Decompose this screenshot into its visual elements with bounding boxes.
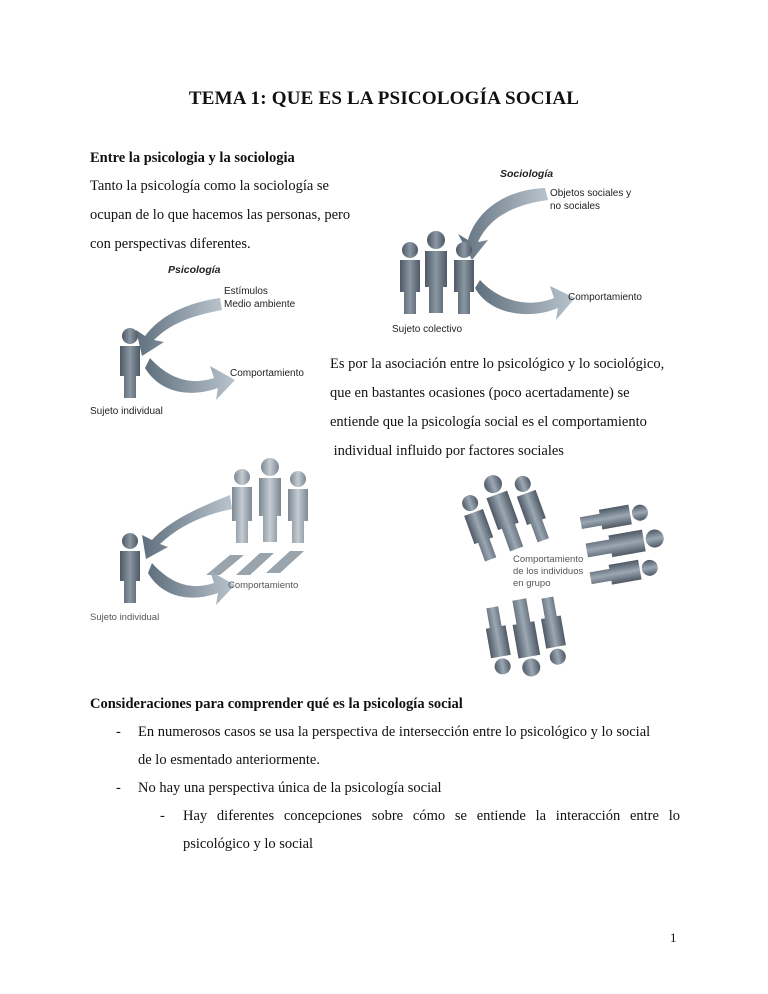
group-cluster-right-icon: [579, 500, 670, 589]
individual-figure-icon: [120, 328, 140, 398]
section-heading-consideraciones: Consideraciones para comprender qué es la psicología social: [90, 696, 463, 712]
bullet-2-line-1: No hay una perspectiva única de la psicología social: [138, 780, 442, 796]
sociologia-diagram: [380, 160, 700, 340]
psicologia-behavior-label: Comportamiento: [230, 368, 304, 379]
group-cluster-bottom-icon: [482, 593, 570, 683]
psicologia-diagram: [90, 258, 330, 423]
bullet-1-line-1: En numerosos casos se usa la perspectiva de intersección entre lo psicológico y lo social: [138, 724, 651, 740]
influencia-behavior-label: Comportamiento: [228, 580, 299, 591]
group-figures-icon: [400, 231, 474, 314]
sociologia-graphic: [380, 160, 700, 340]
page-number: 1: [670, 930, 677, 945]
psicologia-title: Psicología: [168, 264, 221, 276]
list-item: [90, 774, 680, 802]
sociologia-subject-label: Sujeto colectivo: [392, 324, 463, 335]
association-line-4: individual influido por factores sociales: [330, 443, 564, 459]
shadows-icon: [206, 551, 304, 575]
association-line-2: que en bastantes ocasiones (poco acertadamente) se: [330, 385, 630, 401]
influencia-diagram: [90, 455, 350, 630]
social-group-icon: [232, 458, 308, 543]
association-line-1: Es por la asociación entre lo psicológico y lo sociológico,: [330, 356, 665, 372]
intro-line-3: con perspectivas diferentes.: [90, 236, 251, 252]
subbullet-dash: -: [160, 808, 165, 824]
psicologia-subject-label: Sujeto individual: [90, 406, 163, 417]
grupo-label-line-3: en grupo: [513, 578, 551, 589]
influencia-subject-label: Sujeto individual: [90, 612, 160, 623]
subbullet-1-line-1: Hay diferentes concepciones sobre cómo se entiende la interacción entre lo: [183, 808, 680, 824]
bullet-1-line-2: de lo esmentado anteriormente.: [138, 752, 320, 768]
intro-line-2: ocupan de lo que hacemos las personas, pero: [90, 207, 351, 223]
psicologia-stimulus-line-2: Medio ambiente: [224, 299, 296, 310]
grupo-diagram: [455, 462, 675, 674]
association-paragraph: [330, 350, 678, 466]
bullet-dash: -: [116, 724, 121, 740]
grupo-label-line-2: de los individuos: [513, 566, 584, 577]
psicologia-graphic: [90, 258, 330, 423]
intro-line-1: Tanto la psicología como la sociología se: [90, 178, 329, 194]
arrow-stimulus-icon: [136, 298, 222, 356]
sociologia-behavior-label: Comportamiento: [568, 292, 642, 303]
list-item: [90, 802, 680, 858]
bullet-dash: -: [116, 780, 121, 796]
association-line-3: entiende que la psicología social es el comportamiento: [330, 414, 647, 430]
arrow-behavior-icon: [145, 358, 235, 400]
sociologia-title: Sociología: [500, 168, 554, 180]
group-cluster-top-icon: [454, 463, 552, 563]
influencia-graphic: [90, 455, 350, 630]
section-heading-psicologia-sociologia: Entre la psicologia y la sociologia: [90, 150, 295, 166]
list-item: [90, 718, 680, 774]
sociologia-objects-line-1: Objetos sociales y: [550, 188, 632, 199]
arrow-influence-icon: [142, 495, 232, 559]
sociologia-objects-line-2: no sociales: [550, 201, 601, 212]
grupo-label-line-1: Comportamiento: [513, 554, 584, 565]
psicologia-stimulus-line-1: Estímulos: [224, 286, 268, 297]
individual-figure-icon: [120, 533, 140, 603]
subbullet-1-line-2: psicológico y lo social: [183, 836, 314, 852]
arrow-behavior-icon: [475, 280, 575, 320]
intro-paragraph: [90, 172, 370, 259]
bullet-list: [90, 718, 680, 858]
page-title: TEMA 1: QUE ES LA PSICOLOGÍA SOCIAL: [188, 88, 580, 109]
